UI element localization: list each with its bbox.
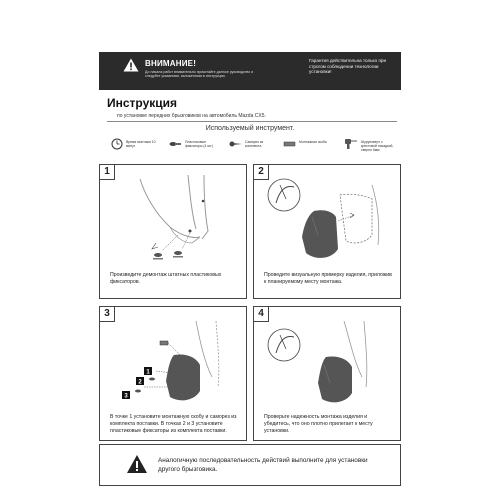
step-panel-4 (253, 306, 401, 441)
warning-title: ВНИМАНИЕ! (145, 59, 197, 68)
step-panel-2 (253, 164, 401, 299)
clip-icon (135, 390, 141, 393)
tool-label: Шуруповерт с крестовой насадкой, сверло 6мм (361, 140, 394, 152)
marker-badge (144, 367, 152, 376)
warning-subtitle: До начала работ внимательно прочитайте данное руководство и следуйте указаниям, изложенным в инструкции. (145, 70, 254, 79)
tool-label: Саморез из комплекта (245, 140, 264, 148)
warning-icon (123, 58, 139, 72)
tools-heading: Используемый инструмент. (205, 125, 295, 132)
clip-icon (149, 378, 155, 381)
bracket-icon (283, 138, 297, 150)
tool-label: Время монтажа 10 минут (126, 140, 156, 148)
step-number: 4 (254, 307, 269, 322)
step-caption: В точке 1 установите монтажную скобу и саморез из комплекта поставки. В точках 2 и 3 установите пластиковые фиксаторы из комплекта поставки. (110, 414, 237, 434)
marker-label: 1 (146, 369, 150, 376)
title-divider (107, 121, 397, 122)
step4-illustration (254, 307, 402, 413)
marker-badge (122, 391, 130, 400)
step-caption: Проведите визуальную примерку изделия, приложив к планируемому месту монтажа. (264, 272, 392, 285)
screwdriver-icon (343, 137, 359, 151)
step-caption: Произведите демонтаж штатных пластиковых фиксаторов. (110, 272, 222, 285)
marker-badge (136, 377, 144, 386)
warning-banner (99, 52, 401, 90)
page-subtitle: по установке передних брызговиков на автомобиль Mazda CX5. (117, 113, 266, 119)
clip-icon (173, 251, 183, 258)
step-number: 2 (254, 165, 269, 180)
step2-illustration (254, 165, 402, 271)
footer-note (99, 444, 401, 486)
step3-illustration (100, 307, 248, 413)
instruction-sheet (99, 52, 401, 486)
marker-label: 3 (124, 393, 128, 400)
tools-list (111, 135, 395, 159)
steps-grid (99, 164, 401, 441)
step-caption: Проверьте надежность монтажа изделия и убедитесь, что оно плотно прилегает к месту установки. (264, 414, 373, 434)
warning-icon (126, 454, 148, 474)
step-number: 3 (100, 307, 115, 322)
step-panel-1 (99, 164, 247, 299)
clip-icon (169, 138, 183, 150)
tool-label: Пластиковые фиксаторы (4 шт.) (185, 140, 214, 148)
marker-label: 2 (138, 379, 142, 386)
step1-illustration (100, 165, 248, 271)
step-number: 1 (100, 165, 115, 180)
tool-label: Монтажная скоба (299, 140, 327, 144)
page-title: Инструкция (107, 96, 178, 110)
clock-icon (111, 138, 123, 150)
step-panel-3 (99, 306, 247, 441)
clip-icon (153, 253, 163, 260)
screw-icon (229, 138, 243, 150)
footer-text: Аналогичную последовательность действий выполните для установки другого брызговика. (158, 457, 368, 473)
guarantee-note: Гарантия действительна только при строгом соблюдении технологии установки! (309, 58, 387, 75)
